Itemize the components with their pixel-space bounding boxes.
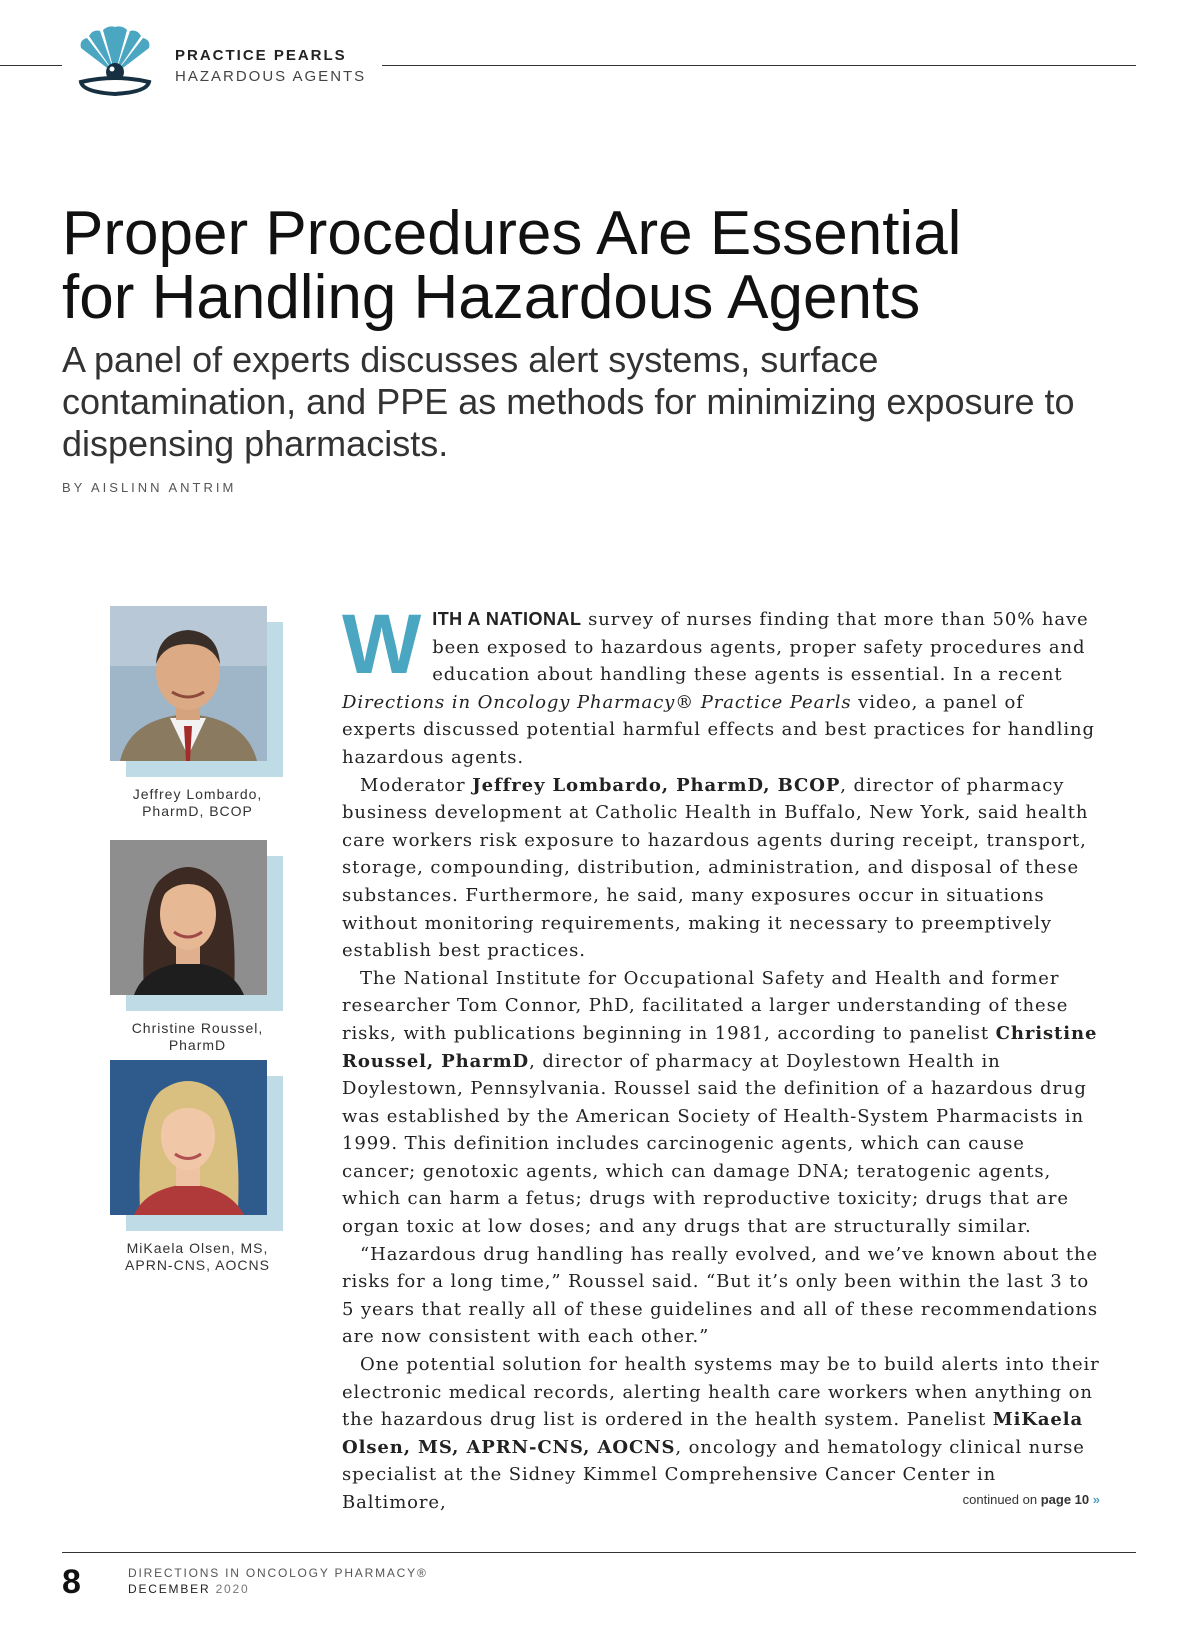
panelist-caption-roussel bbox=[110, 1020, 285, 1054]
paragraph-text: , oncology and hematology clinical nurse specialist at the Sidney Kimmel Comprehensive Cancer Center in Baltimore, bbox=[342, 1436, 1085, 1513]
publication-name: DIRECTIONS IN ONCOLOGY PHARMACY® bbox=[128, 1566, 428, 1580]
caption-credentials: APRN-CNS, AOCNS bbox=[125, 1257, 270, 1273]
paragraph-text: The National Institute for Occupational Safety and Health and former researcher Tom Connor, PhD, facilitated a larger understanding of these risks, with publications beginning in 1981, according to panelist bbox=[342, 967, 1069, 1044]
issue-month: DECEMBER bbox=[128, 1582, 211, 1596]
panelist-name-bold: MiKaela Olsen, MS, APRN-CNS, AOCNS bbox=[342, 1409, 1084, 1458]
article-subtitle: A panel of experts discusses alert systems, surface contamination, and PPE as methods for minimizing exposure to dispensing pharmacists. bbox=[62, 339, 1075, 464]
panelist-name-bold: Jeffrey Lombardo, PharmD, BCOP bbox=[472, 774, 841, 796]
article-paragraph-4: “Hazardous drug handling has really evolved, and we’ve known about the risks for a long time,” Roussel said. “But it’s only been within the last 3 to 5 years that really all of these guidelines and all of these recommendations are now consistent with each other.” bbox=[342, 1243, 1099, 1348]
article-title bbox=[62, 199, 1142, 332]
page-number: 8 bbox=[62, 1563, 81, 1601]
paragraph-text: , director of pharmacy business development at Catholic Health in Buffalo, New York, said health care workers risk exposure to hazardous agents during receipt, transport, storage, compounding, distribution, administration, and disposal of these substances. Furthermore, he said, many exposures occur in situations without monitoring requirements, making it necessary to preemptively establish best practices. bbox=[342, 774, 1089, 962]
panelist-name-bold: Christine Roussel, PharmD bbox=[342, 1022, 1098, 1072]
paragraph-text: Moderator bbox=[360, 774, 473, 796]
panelist-photo-roussel bbox=[110, 840, 285, 1011]
caption-credentials: PharmD bbox=[168, 1037, 227, 1053]
publication-reference: Directions in Oncology Pharmacy® Practice Pearls bbox=[342, 691, 852, 713]
issue-date bbox=[128, 1582, 249, 1596]
issue-year: 2020 bbox=[215, 1582, 250, 1596]
headshot-image bbox=[110, 840, 267, 995]
caption-name: Christine Roussel, bbox=[131, 1020, 264, 1036]
continued-prefix: continued on bbox=[962, 1492, 1041, 1507]
article-paragraph-3 bbox=[342, 965, 1100, 1241]
continued-page: page 10 bbox=[1040, 1492, 1090, 1507]
caption-name: Jeffrey Lombardo, bbox=[132, 786, 263, 802]
section-sublabel: HAZARDOUS AGENTS bbox=[175, 68, 367, 85]
chevron-right-icon: » bbox=[1092, 1492, 1100, 1507]
paragraph-text: video, a panel of experts discussed potential harmful effects and best practices for handling hazardous agents. bbox=[342, 691, 1095, 768]
footer-rule bbox=[62, 1552, 1136, 1553]
lead-in: ITH A NATIONAL bbox=[432, 609, 582, 629]
panelist-caption-lombardo bbox=[110, 786, 285, 820]
caption-name: MiKaela Olsen, MS, bbox=[126, 1240, 269, 1256]
caption-credentials: PharmD, BCOP bbox=[142, 803, 253, 819]
title-line-1: Proper Procedures Are Essential bbox=[62, 199, 962, 268]
headshot-image bbox=[110, 606, 267, 761]
paragraph-text: , director of pharmacy at Doylestown Health in Doylestown, Pennsylvania. Roussel said the definition of a hazardous drug was established by the American Society of Health-System Pharmacists in 1999. This definition includes carcinogenic agents, which can cause cancer; genotoxic agents, which can damage DNA; teratogenic agents, which can harm a fetus; drugs with reproductive toxicity; drugs that are organ toxic at low doses; and any drugs that are structurally similar. bbox=[342, 1050, 1087, 1238]
byline: BY AISLINN ANTRIM bbox=[62, 480, 237, 495]
header-rule-right bbox=[382, 65, 1136, 66]
paragraph-text: One potential solution for health systems may be to build alerts into their electronic medical records, alerting health care workers when anything on the hazardous drug list is ordered in the health system. Panelist bbox=[342, 1354, 1100, 1431]
header-rule-left bbox=[0, 65, 62, 66]
panelist-photo-olsen bbox=[110, 1060, 285, 1231]
title-line-2: for Handling Hazardous Agents bbox=[62, 263, 921, 332]
drop-cap: W bbox=[342, 597, 423, 691]
article-paragraph-1 bbox=[342, 597, 1100, 772]
headshot-image bbox=[110, 1060, 267, 1215]
panelist-photo-lombardo bbox=[110, 606, 285, 777]
article-paragraph-2 bbox=[342, 772, 1100, 965]
section-label: PRACTICE PEARLS bbox=[175, 47, 347, 64]
panelist-caption-olsen bbox=[110, 1240, 285, 1274]
article-body bbox=[342, 597, 1100, 1517]
paragraph-text: survey of nurses finding that more than 50% have been exposed to hazardous agents, proper safety procedures and education about handling these agents is essential. In a recent bbox=[432, 609, 1089, 686]
pearl-shell-icon bbox=[75, 26, 155, 102]
continued-link[interactable] bbox=[963, 1492, 1100, 1507]
